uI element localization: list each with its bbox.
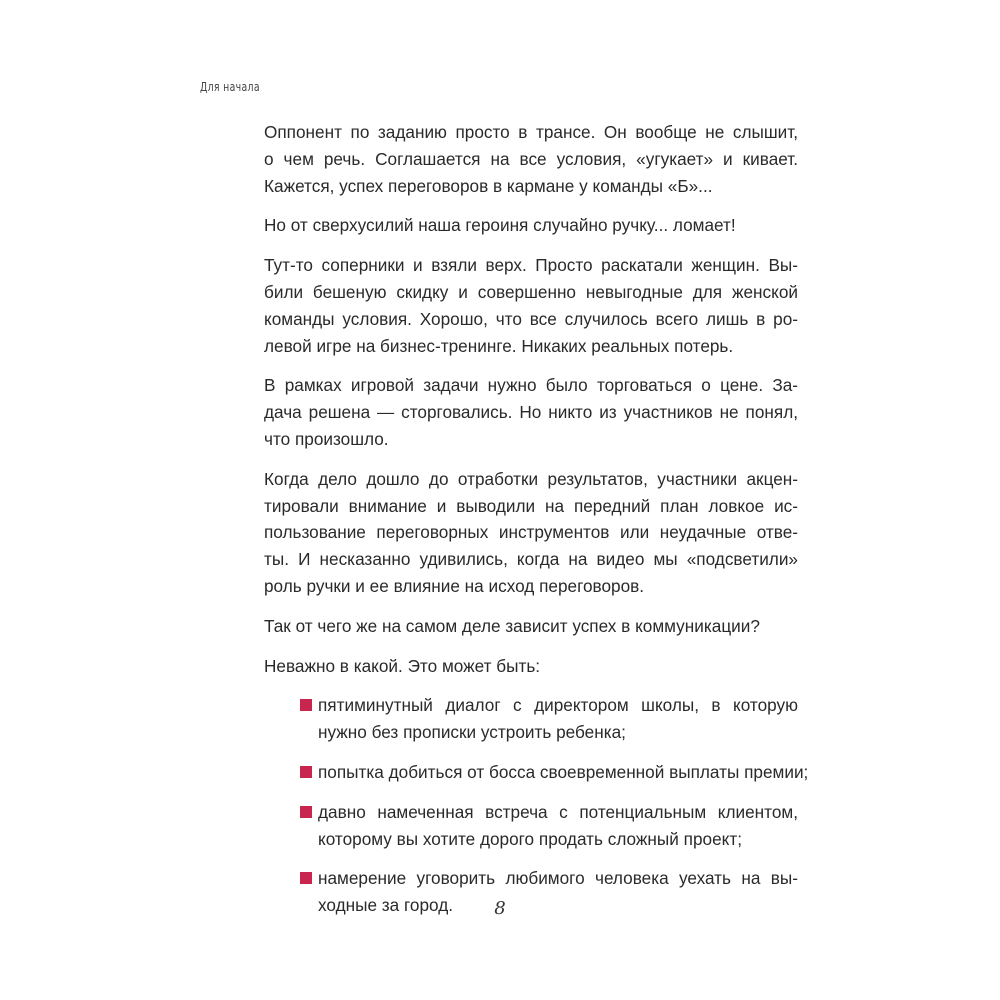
text-line: дача решена — сторговались. Но никто из участников не понял,	[264, 402, 798, 423]
text-line: тировали внимание и выводили на передний план ловкое ис-	[264, 495, 798, 516]
running-head: Для начала	[200, 80, 260, 94]
text-line: Оппонент по заданию просто в трансе. Он вообще не слышит,	[264, 122, 798, 142]
text-line: роль ручки и ее влияние на исход переговоров.	[264, 575, 645, 596]
square-bullet-icon	[300, 806, 312, 818]
text-line: пятиминутный диалог с директором школы, в которую	[318, 695, 798, 716]
text-line: левой игре на бизнес-тренинге. Никаких реальных потерь.	[264, 335, 734, 356]
paragraph	[264, 212, 798, 239]
text-line: намерение уговорить любимого человека уехать на вы-	[318, 868, 798, 889]
text-line: что произошло.	[264, 428, 389, 449]
text-line: попытка добиться от босса своевременной выплаты премии;	[318, 761, 809, 782]
text-line: Кажется, успех переговоров в кармане у команды «Б»...	[264, 175, 713, 196]
text-line: Так от чего же на самом деле зависит успех в коммуникации?	[264, 615, 760, 636]
paragraph	[264, 466, 798, 600]
list-item	[264, 799, 798, 853]
text-line: ходные за город.	[318, 895, 453, 916]
text-line: В рамках игровой задачи нужно было торговаться о цене. За-	[264, 375, 798, 396]
text-line: Неважно в какой. Это может быть:	[264, 655, 541, 676]
paragraph	[264, 252, 798, 359]
bullet-list	[264, 692, 809, 919]
page-body	[264, 119, 809, 932]
text-line: пользование переговорных инструментов или неудачные отве-	[264, 522, 798, 543]
text-line: нужно без прописки устроить ребенка;	[318, 722, 626, 743]
page-number: 8	[494, 898, 506, 919]
square-bullet-icon	[300, 872, 312, 884]
square-bullet-icon	[300, 766, 312, 778]
square-bullet-icon	[300, 699, 312, 711]
text-line: Когда дело дошло до отработки результатов, участники акцен-	[264, 468, 798, 489]
list-item	[264, 692, 798, 746]
list-item	[264, 759, 809, 786]
paragraph	[264, 653, 798, 680]
text-line: которому вы хотите дорого продать сложный проект;	[318, 828, 742, 849]
text-line: команды условия. Хорошо, что все случилось всего лишь в ро-	[264, 308, 798, 329]
text-line: Тут-то соперники и взяли верх. Просто раскатали женщин. Вы-	[264, 255, 798, 276]
text-line: давно намеченная встреча с потенциальным клиентом,	[318, 801, 798, 822]
text-line: били бешеную скидку и совершенно невыгодные для женской	[264, 281, 798, 302]
text-line: о чем речь. Соглашается на все условия, «угукает» и кивает.	[264, 148, 798, 169]
paragraph	[264, 613, 798, 640]
text-line: Но от сверхусилий наша героиня случайно ручку... ломает!	[264, 215, 736, 236]
text-line: ты. И несказанно удивились, когда на видео мы «подсветили»	[264, 549, 798, 570]
paragraph	[264, 372, 798, 452]
paragraph	[264, 119, 798, 199]
